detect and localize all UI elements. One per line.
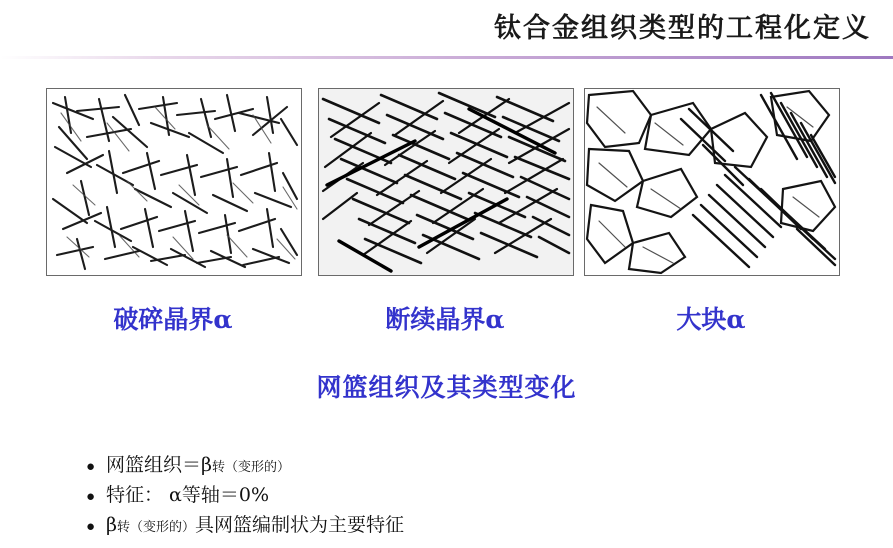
bullet-text-2: 特征： α等轴＝0% bbox=[106, 484, 270, 506]
bullet-3-part-3: （变形的） bbox=[130, 520, 196, 535]
bullet-3-part-2: 转 bbox=[116, 520, 130, 535]
bullet-dot-icon: ● bbox=[86, 518, 96, 535]
section-subtitle: 网篮组织及其类型变化 bbox=[316, 373, 577, 402]
bullet-3-part-4: 具网篮编制状为主要特征 bbox=[195, 514, 405, 536]
bullet-list bbox=[86, 450, 846, 540]
bullet-3-part-1: β bbox=[106, 514, 117, 536]
bullet-text-3 bbox=[106, 510, 404, 537]
micrograph-3 bbox=[584, 88, 840, 276]
caption-micrograph-2: 断续晶界α bbox=[385, 305, 505, 334]
caption-micrograph-1: 破碎晶界α bbox=[113, 305, 233, 334]
bullet-item-2 bbox=[86, 480, 846, 508]
bullet-1-part-2: 转 bbox=[212, 460, 226, 475]
header-divider bbox=[0, 56, 893, 59]
caption-micrograph-3: 大块α bbox=[676, 305, 746, 334]
micrograph-2-image bbox=[319, 89, 573, 275]
micrograph-row bbox=[0, 88, 893, 280]
bullet-1-part-3: （变形的） bbox=[225, 460, 291, 475]
bullet-text-1 bbox=[106, 450, 290, 477]
caption-row bbox=[0, 300, 893, 342]
slide-header bbox=[0, 0, 893, 62]
bullet-item-3 bbox=[86, 510, 846, 538]
page-title: 钛合金组织类型的工程化定义 bbox=[494, 13, 871, 44]
bullet-dot-icon: ● bbox=[86, 488, 96, 505]
bullet-1-part-1: 网篮组织＝β bbox=[106, 454, 212, 476]
micrograph-3-image bbox=[585, 89, 839, 275]
bullet-item-1 bbox=[86, 450, 846, 478]
micrograph-2 bbox=[318, 88, 574, 276]
micrograph-1 bbox=[46, 88, 302, 276]
micrograph-1-image bbox=[47, 89, 301, 275]
bullet-dot-icon: ● bbox=[86, 458, 96, 475]
